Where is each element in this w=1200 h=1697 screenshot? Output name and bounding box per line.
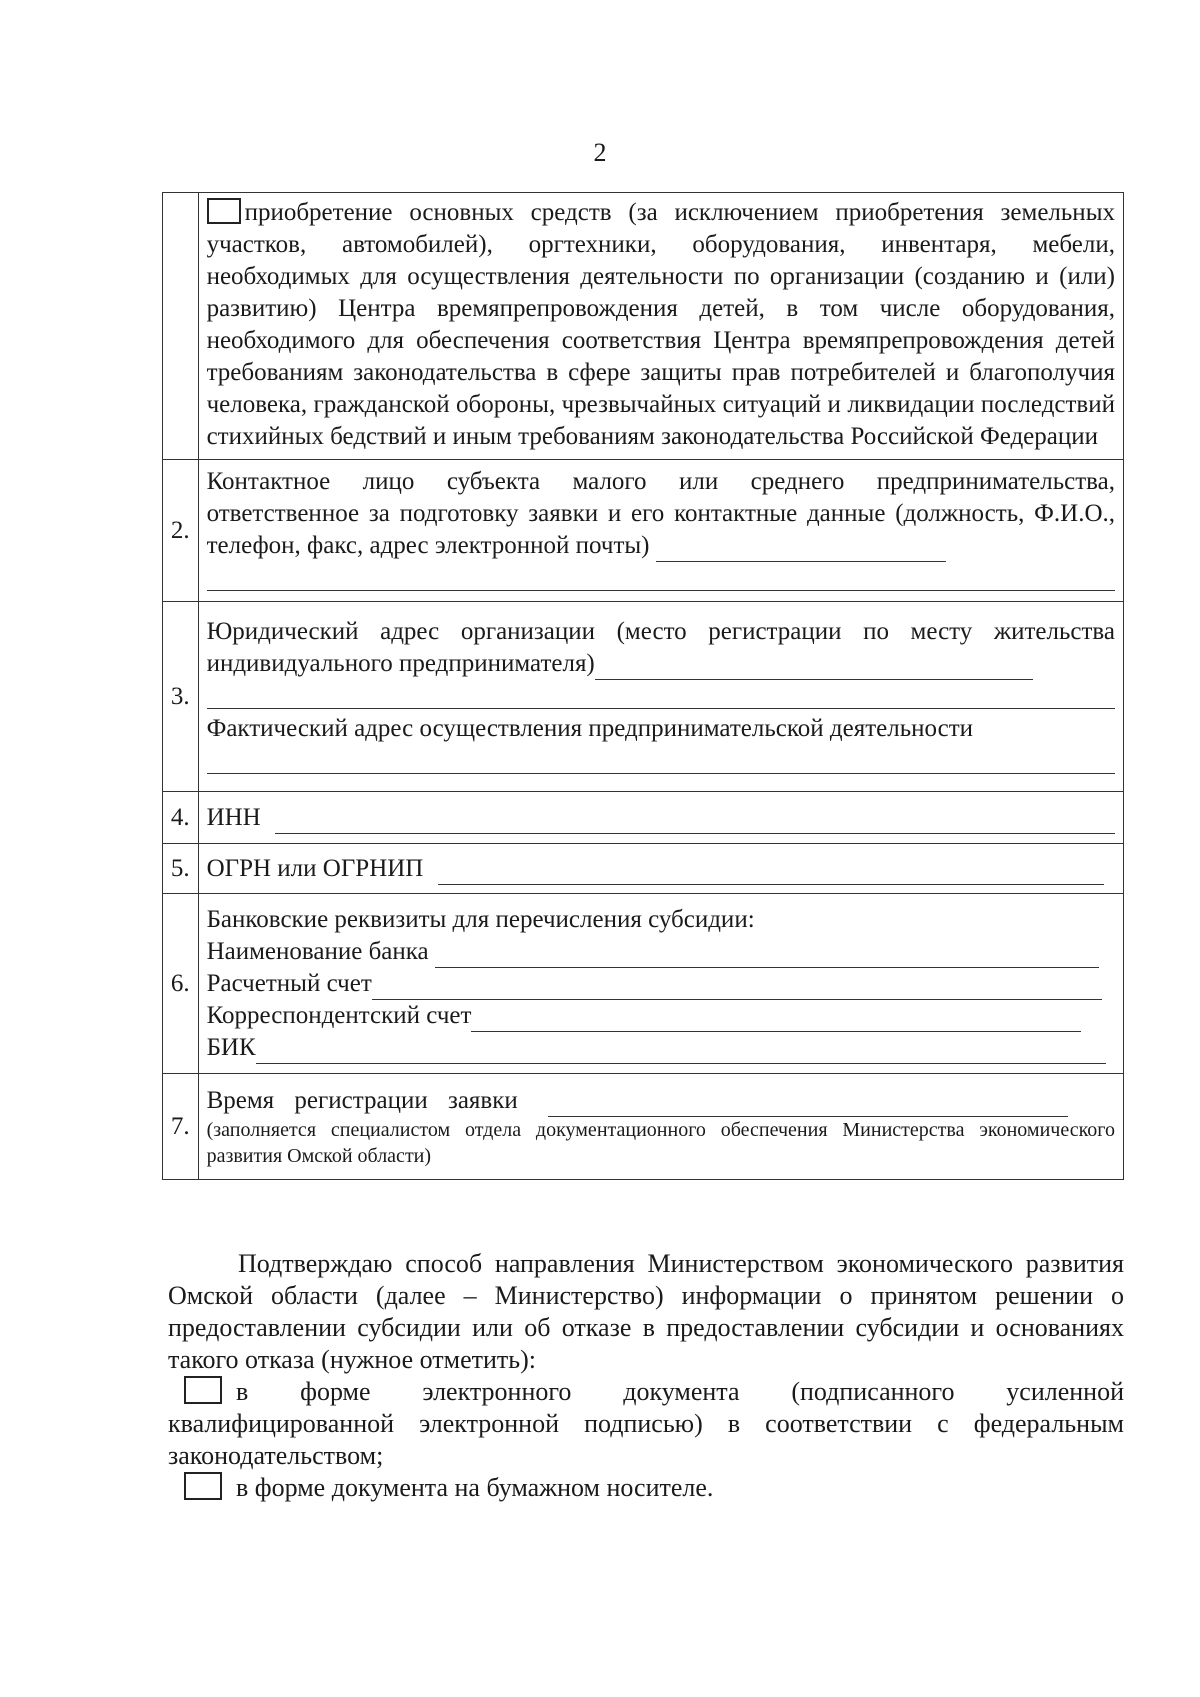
table-row [163,602,1124,792]
fixed-assets-checkbox[interactable] [207,198,241,224]
bank-name-field[interactable] [435,943,1099,968]
actual-address-field[interactable] [207,747,1115,774]
legal-address-field-2[interactable] [207,682,1115,709]
table-row [163,894,1124,1074]
account-field[interactable] [372,975,1102,1000]
bank-name-label: Наименование банка [206,937,429,965]
table-row [163,844,1124,894]
delivery-method-section [168,1248,1124,1504]
paper-option-checkbox[interactable] [184,1472,222,1500]
registration-time-label: Время регистрации заявки [206,1086,518,1114]
row-number [163,193,199,460]
paper-option-text: в форме документа на бумажном носителе. [236,1473,714,1502]
corr-account-field[interactable] [471,1007,1081,1032]
inn-field[interactable] [275,809,1115,834]
confirmation-text: Подтверждаю способ направления Министерством экономического развития Омской области (далее – Министерство) информации о принятом решении о предоставлении субсидии или об отказе в предоставлении субсидии и основаниях такого отказа (нужное отметить): [168,1249,1124,1374]
table-row [163,792,1124,844]
actual-address-label: Фактический адрес осуществления предпринимательской деятельности [206,714,973,742]
row-number: 7. [163,1074,199,1180]
fixed-assets-text: приобретение основных средств (за исключением приобретения земельных участков, автомобилей), оргтехники, оборудования, инвентаря, мебели, необходимых для осуществления деятельности по организации (созданию и (или) развитию) Центра времяпрепровождения детей, в том числе оборудования, необходимого для обеспечения соответствия Центра времяпрепровождения детей требованиям законодательства в сфере защиты прав потребителей и благополучия человека, гражданской обороны, чрезвычайных ситуаций и ликвидации последствий стихийных бедствий и иным требованиям законодательства Российской Федерации [206,199,1115,450]
row-number: 2. [163,460,199,602]
corr-account-label: Корреспондентский счет [206,1001,472,1029]
legal-address-field[interactable] [595,655,1033,680]
table-row [163,1074,1124,1180]
row-number: 3. [163,602,199,792]
row-number: 5. [163,844,199,894]
page-number: 2 [593,138,607,167]
inn-label: ИНН [206,803,261,831]
application-form-table [162,192,1124,1180]
contact-person-label: Контактное лицо субъекта малого или среднего предпринимательства, ответственное за подготовку заявки и его контактные данные (должность, Ф.И.О., телефон, факс, адрес электронной почты) [206,468,1115,559]
contact-person-field[interactable] [656,537,946,562]
registration-time-field[interactable] [548,1092,1068,1117]
table-row [163,460,1124,602]
row-number: 4. [163,792,199,844]
registration-time-note: (заполняется специалистом отдела документационного обеспечения Министерства экономического развития Омской области) [206,1118,1115,1167]
contact-person-field-2[interactable] [207,564,1115,591]
account-label: Расчетный счет [206,969,372,997]
table-row [163,193,1124,460]
ogrn-field[interactable] [438,860,1104,885]
electronic-option-text: в форме электронного документа (подписанного усиленной квалифицированной электронной подписью) в соответствии с федеральным законодательством; [168,1377,1124,1470]
ogrn-label: ОГРН или ОГРНИП [206,854,424,882]
row-number: 6. [163,894,199,1074]
bik-field[interactable] [256,1039,1106,1064]
legal-address-label: Юридический адрес организации (место регистрации по месту жительства индивидуального предпринимателя) [206,617,1115,677]
electronic-option-checkbox[interactable] [184,1376,222,1404]
bik-label: БИК [206,1033,256,1061]
bank-details-heading: Банковские реквизиты для перечисления субсидии: [206,905,755,933]
